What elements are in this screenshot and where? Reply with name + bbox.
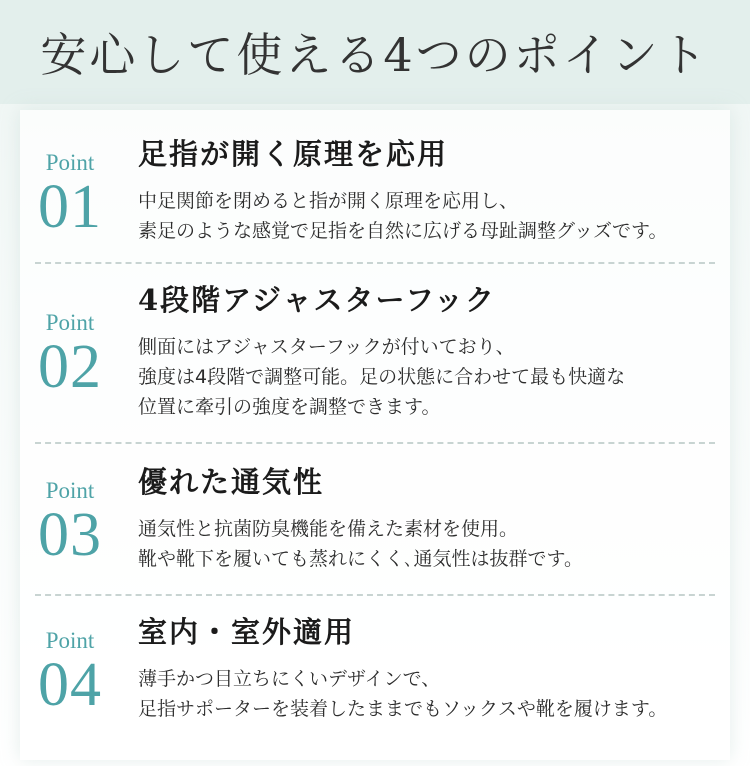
point-badge <box>20 628 120 719</box>
point-badge <box>20 310 120 401</box>
point-label: Point <box>45 310 95 335</box>
point-number: 02 <box>38 333 102 401</box>
description-line: 薄手かつ目立ちにくいデザインで、 <box>138 668 441 690</box>
point-01 <box>20 134 730 264</box>
dashed-divider <box>35 442 715 444</box>
dashed-divider <box>35 594 715 596</box>
point-content <box>138 134 720 246</box>
points-card <box>20 110 730 760</box>
dashed-divider <box>35 262 715 264</box>
point-badge <box>20 478 120 569</box>
description-line: 強度は4段階で調整可能。足の状態に合わせて最も快適な <box>138 366 626 388</box>
description-line: 足指サポーターを装着したままでもソックスや靴を履けます。 <box>138 698 668 720</box>
header-banner <box>0 0 750 104</box>
point-content <box>138 462 720 574</box>
point-description <box>138 514 720 574</box>
point-description <box>138 664 720 724</box>
point-label: Point <box>45 150 95 175</box>
point-label: Point <box>45 478 95 503</box>
description-line: 靴や靴下を履いても蒸れにくく､通気性は抜群です。 <box>138 548 583 570</box>
point-title: 4段階アジャスターフック <box>138 283 496 317</box>
point-title: 優れた通気性 <box>138 465 325 499</box>
point-04 <box>20 612 730 742</box>
point-02 <box>20 280 730 440</box>
point-title: 足指が開く原理を応用 <box>138 137 449 171</box>
point-number: 01 <box>38 173 102 241</box>
point-description <box>138 186 720 246</box>
description-line: 素足のような感覚で足指を自然に広げる母趾調整グッズです。 <box>138 220 668 242</box>
page-title: 安心して使える4つのポイント <box>40 28 710 82</box>
description-line: 位置に牽引の強度を調整できます。 <box>138 396 441 418</box>
point-content <box>138 280 720 422</box>
point-description <box>138 332 720 422</box>
point-number: 04 <box>38 651 102 719</box>
point-content <box>138 612 720 724</box>
point-number: 03 <box>38 501 102 569</box>
point-label: Point <box>45 628 95 653</box>
description-line: 中足関節を閉めると指が開く原理を応用し、 <box>138 190 519 212</box>
description-line: 側面にはアジャスターフックが付いており、 <box>138 336 515 358</box>
point-badge <box>20 150 120 241</box>
description-line: 通気性と抗菌防臭機能を備えた素材を使用。 <box>138 518 519 540</box>
point-title: 室内・室外適用 <box>138 615 356 649</box>
point-03 <box>20 462 730 592</box>
